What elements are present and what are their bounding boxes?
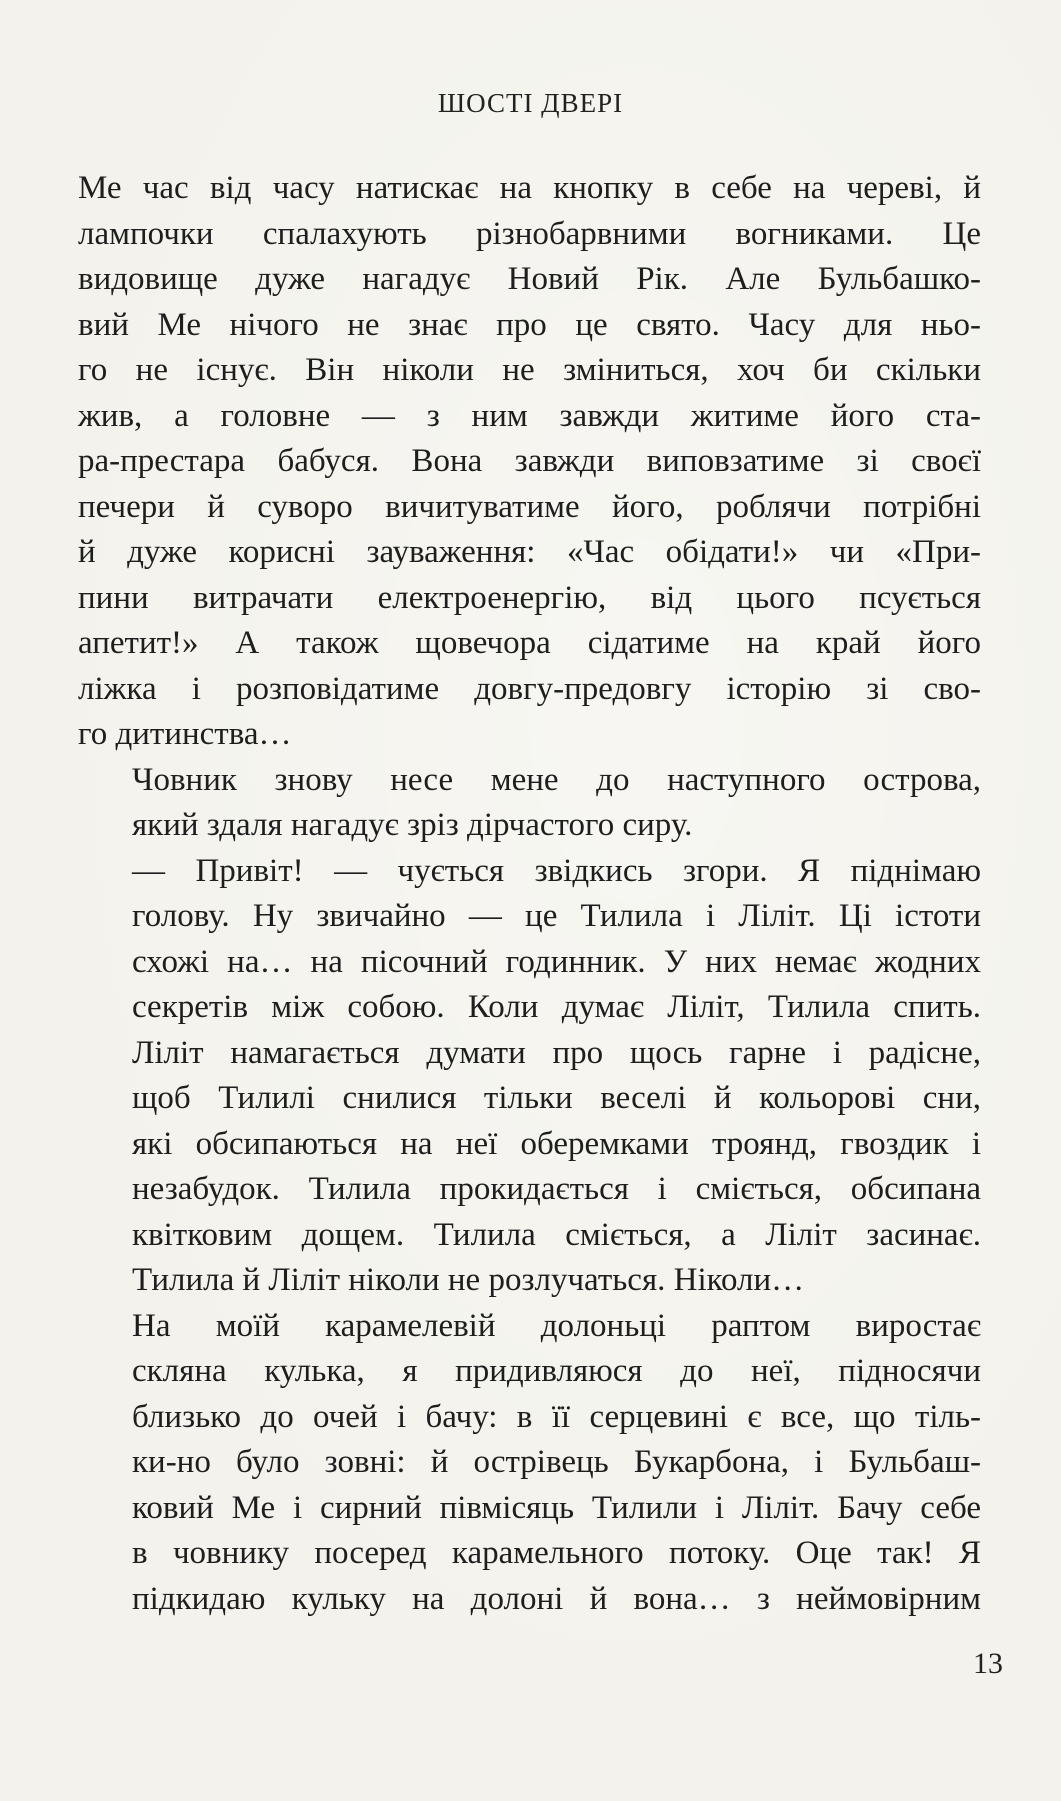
running-head: ШОСТІ ДВЕРІ [437,88,624,118]
text-line: й дуже корисні зауваження: «Час обідати!» чи «При- [78,534,981,570]
paragraph [78,849,981,1304]
text-line: ліжка і розповідатиме довгу-предовгу історію зі сво- [78,670,981,707]
text-line: вий Ме нічого не знає про це свято. Часу для ньо- [78,306,981,343]
text-line: секретів між собою. Коли думає Ліліт, Тилила спить. [132,989,981,1025]
text-line: го дитинства… [78,716,292,752]
text-line: ки-но було зовні: й острівець Букарбона, і Бульбаш- [132,1444,981,1480]
text-line: видовище дуже нагадує Новий Рік. Але Бульбашко- [78,261,981,297]
paragraph [78,1304,981,1623]
text-line: — Привіт! — чується звідкись згори. Я піднімаю [132,852,981,889]
text-line: пини витрачати електроенергію, від цього псується [78,579,981,616]
text-line: Ме час від часу натискає на кнопку в себе на череві, й [78,170,981,206]
text-line: Човник знову несе мене до наступного острова, [132,761,981,798]
text-line: який здаля нагадує зріз дірчастого сиру. [132,807,693,843]
text-line: го не існує. Він ніколи не зміниться, хоч би скільки [78,352,981,388]
text-line: в човнику посеред карамельного потоку. Оце так! Я [132,1535,981,1571]
text-line: печери й суворо вичитуватиме його, роблячи потрібні [78,488,981,525]
text-line: схожі на… на пісочний годинник. У них немає жодних [132,943,981,980]
text-line: підкидаю кульку на долоні й вона… з неймовірним [132,1580,981,1617]
text-line: лампочки спалахують різнобарвними вогниками. Це [78,215,981,252]
text-line: скляна кулька, я придивляюся до неї, підносячи [132,1353,981,1389]
text-line: незабудок. Тилила прокидається і сміється, обсипана [132,1171,981,1207]
text-line: Ліліт намагається думати про щось гарне і радісне, [132,1034,981,1071]
text-line: апетит!» А також щовечора сідатиме на край його [78,625,981,661]
text-line: близько до очей і бачу: в її серцевині є все, що тіль- [132,1398,981,1435]
text-line: Тилила й Ліліт ніколи не розлучаться. Ніколи… [132,1262,805,1298]
text-line: На моїй карамелевій долоньці раптом виростає [132,1307,981,1344]
text-line: щоб Тилилі снилися тільки веселі й кольорові сни, [132,1080,981,1116]
body-text [78,166,981,1622]
text-line: які обсипаються на неї оберемками троянд, гвоздик і [132,1125,981,1162]
text-line: квітковим дощем. Тилила сміється, а Ліліт засинає. [132,1216,981,1253]
text-line: жив, а головне — з ним завжди житиме його ста- [78,397,981,434]
text-line: ра-престара бабуся. Вона завжди виповзатиме зі своєї [78,443,981,479]
paragraph [78,166,981,758]
paragraph [78,758,981,849]
text-line: ковий Ме і сирний півмісяць Тилили і Ліліт. Бачу себе [132,1489,981,1526]
text-line: голову. Ну звичайно — це Тилила і Ліліт. Ці істоти [132,898,981,934]
page-number: 13 [973,1647,1003,1680]
